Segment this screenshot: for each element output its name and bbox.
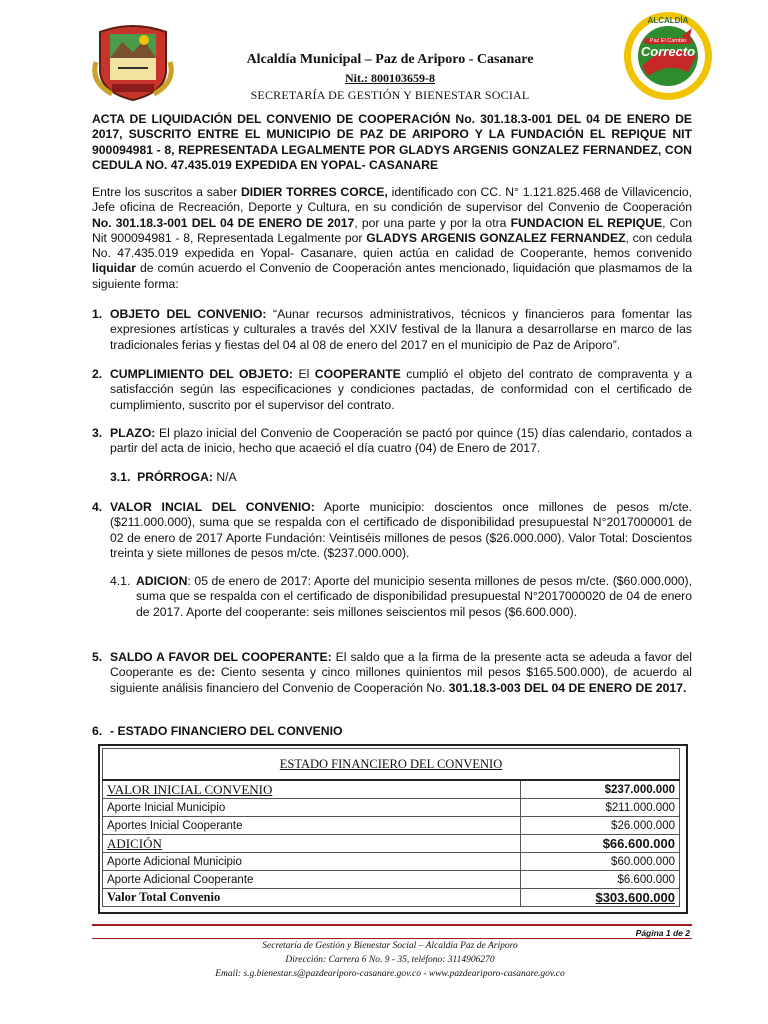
financial-table xyxy=(102,748,680,907)
table-cell-value: $60.000.000 xyxy=(521,853,680,871)
financial-table-heading: ESTADO FINANCIERO DEL CONVENIO xyxy=(103,749,680,781)
item-adicion: 4.1. ADICION: 05 de enero de 2017: Aporte del municipio sesenta millones de pesos m/cte. ($60.000.000), suma que se respalda con el certificado de disponibilidad presupuestal N°2017000020 de 04 de enero de 2017. Aporte del cooperante: seis millones seiscientos mil pesos ($6.600.000). xyxy=(110,574,692,619)
item-estado-financiero: 6. - ESTADO FINANCIERO DEL CONVENIO xyxy=(92,724,343,738)
coat-of-arms-logo xyxy=(92,22,174,102)
alcaldia-circular-logo xyxy=(622,10,714,102)
table-row xyxy=(103,780,680,799)
header-title: Alcaldía Municipal – Paz de Ariporo - Casanare xyxy=(246,52,534,67)
table-cell-label: Aporte Adicional Cooperante xyxy=(103,871,521,889)
item-prorroga: 3.1. PRÓRROGA: N/A xyxy=(110,470,237,484)
item-plazo: 3. PLAZO: El plazo inicial del Convenio de Cooperación se pactó por quince (15) días calendario, contados a partir del acta de inicio, hecho que acaeció el día cuatro (04) de Enero de 2017. xyxy=(92,426,692,456)
table-cell-label: ADICIÓN xyxy=(103,835,521,853)
table-row xyxy=(103,889,680,907)
intro-paragraph: Entre los suscritos a saber DIDIER TORRES CORCE, identificado con CC. N° 1.121.825.468 de Villavicencio, Jefe oficina de Recreación, Deporte y Cultura, en su condición de supervisor del Convenio de Cooperación No. 301.18.3-001 DEL 04 DE ENERO DE 2017, por una parte y por la otra FUNDACION EL REPIQUE, Con Nit 900094981 - 8, Representada Legalmente por GLADYS ARGENIS GONZALEZ FERNANDEZ, con cedula No. 47.435.019 expedida en Yopal- Casanare, quien actúa en calidad de Cooperante, hemos convenido liquidar de común acuerdo el Convenio de Cooperación antes mencionado, liquidación que plasmamos de la siguiente forma: xyxy=(92,185,692,291)
table-cell-value: $6.600.000 xyxy=(521,871,680,889)
table-row xyxy=(103,871,680,889)
table-cell-label: Valor Total Convenio xyxy=(103,889,521,907)
table-cell-value: $26.000.000 xyxy=(521,817,680,835)
footer-line-3: Email: s.g.bienestar.s@pazdeariporo-casanare.gov.co - www.pazdeariporo-casanare.gov.co xyxy=(215,969,565,979)
footer-line-1: Secretaría de Gestión y Bienestar Social – Alcaldía Paz de Ariporo xyxy=(262,941,518,951)
item-saldo: 5. SALDO A FAVOR DEL COOPERANTE: El saldo que a la firma de la presente acta se adeuda a favor del Cooperante es de: Ciento sesenta y cinco millones quinientos mil pesos $165.500.000), de acuerdo al siguiente análisis financiero del Convenio de Cooperación No. 301.18.3-003 DEL 04 DE ENERO DE 2017. xyxy=(92,650,692,695)
table-cell-label: Aporte Inicial Municipio xyxy=(103,799,521,817)
logo-text-paz-el-cambio: Paz El Cambio xyxy=(644,38,692,44)
item-objeto: 1. OBJETO DEL CONVENIO: “Aunar recursos administrativos, técnicos y financieros para fomentar las expresiones artísticas y culturales a través del XXIV festival de la llanura a desarrollarse en marco de las tradicionales ferias y fiestas del 04 al 08 de enero del 2017 en el municipio de Paz de Ariporo”. xyxy=(92,307,692,352)
item-valor-inicial: 4. VALOR INCIAL DEL CONVENIO: Aporte municipio: doscientos once millones de pesos m/cte. ($211.000.000), suma que se respalda con el certificado de disponibilidad presupuestal N°2017000001 de 02 de enero de 2017 Aporte Fundación: Veintiséis millones de pesos ($26.000.000). Valor Total: Doscientos treinta y siete millones de pesos m/cte. ($237.000.000). xyxy=(92,500,692,560)
table-cell-value: $211.000.000 xyxy=(521,799,680,817)
header-secretaria: SECRETARÍA DE GESTIÓN Y BIENESTAR SOCIAL xyxy=(250,88,530,102)
table-cell-value: $303.600.000 xyxy=(521,889,680,907)
table-row xyxy=(103,853,680,871)
logo-text-alcaldia: ALCALDÍA xyxy=(647,16,689,25)
table-row xyxy=(103,835,680,853)
table-cell-label: Aportes Inicial Cooperante xyxy=(103,817,521,835)
table-cell-value: $237.000.000 xyxy=(521,780,680,799)
footer-rule-bottom xyxy=(92,938,692,939)
table-row xyxy=(103,799,680,817)
table-row xyxy=(103,817,680,835)
table-cell-value: $66.600.000 xyxy=(521,835,680,853)
footer-rule-top xyxy=(92,924,692,926)
item-cumplimiento: 2. CUMPLIMIENTO DEL OBJETO: El COOPERANTE cumplió el objeto del contrato de compraventa y a satisfacción según las especificaciones y condiciones pactadas, de conformidad con el certificado de cumplimiento, suscrito por el supervisor del contrato. xyxy=(92,367,693,412)
table-cell-label: VALOR INICIAL CONVENIO xyxy=(103,780,521,799)
page-number: Página 1 de 2 xyxy=(635,928,690,938)
document-title: ACTA DE LIQUIDACIÓN DEL CONVENIO DE COOPERACIÓN No. 301.18.3-001 DEL 04 DE ENERO DE 2017, SUSCRITO ENTRE EL MUNICIPIO DE PAZ DE ARIPORO Y LA FUNDACIÓN EL REPIQUE NIT 900094981 - 8, REPRESENTADA LEGALMENTE POR GLADYS ARGENIS GONZALEZ FERNANDEZ, CON CEDULA NO. 47.435.019 EXPEDIDA EN YOPAL- CASANARE xyxy=(92,112,692,172)
logo-text-correcto: Correcto xyxy=(640,44,696,59)
header-nit: Nit.: 800103659-8 xyxy=(345,71,435,85)
footer-line-2: Dirección: Carrera 6 No. 9 - 35, teléfono: 3114906270 xyxy=(285,955,495,965)
table-cell-label: Aporte Adicional Municipio xyxy=(103,853,521,871)
